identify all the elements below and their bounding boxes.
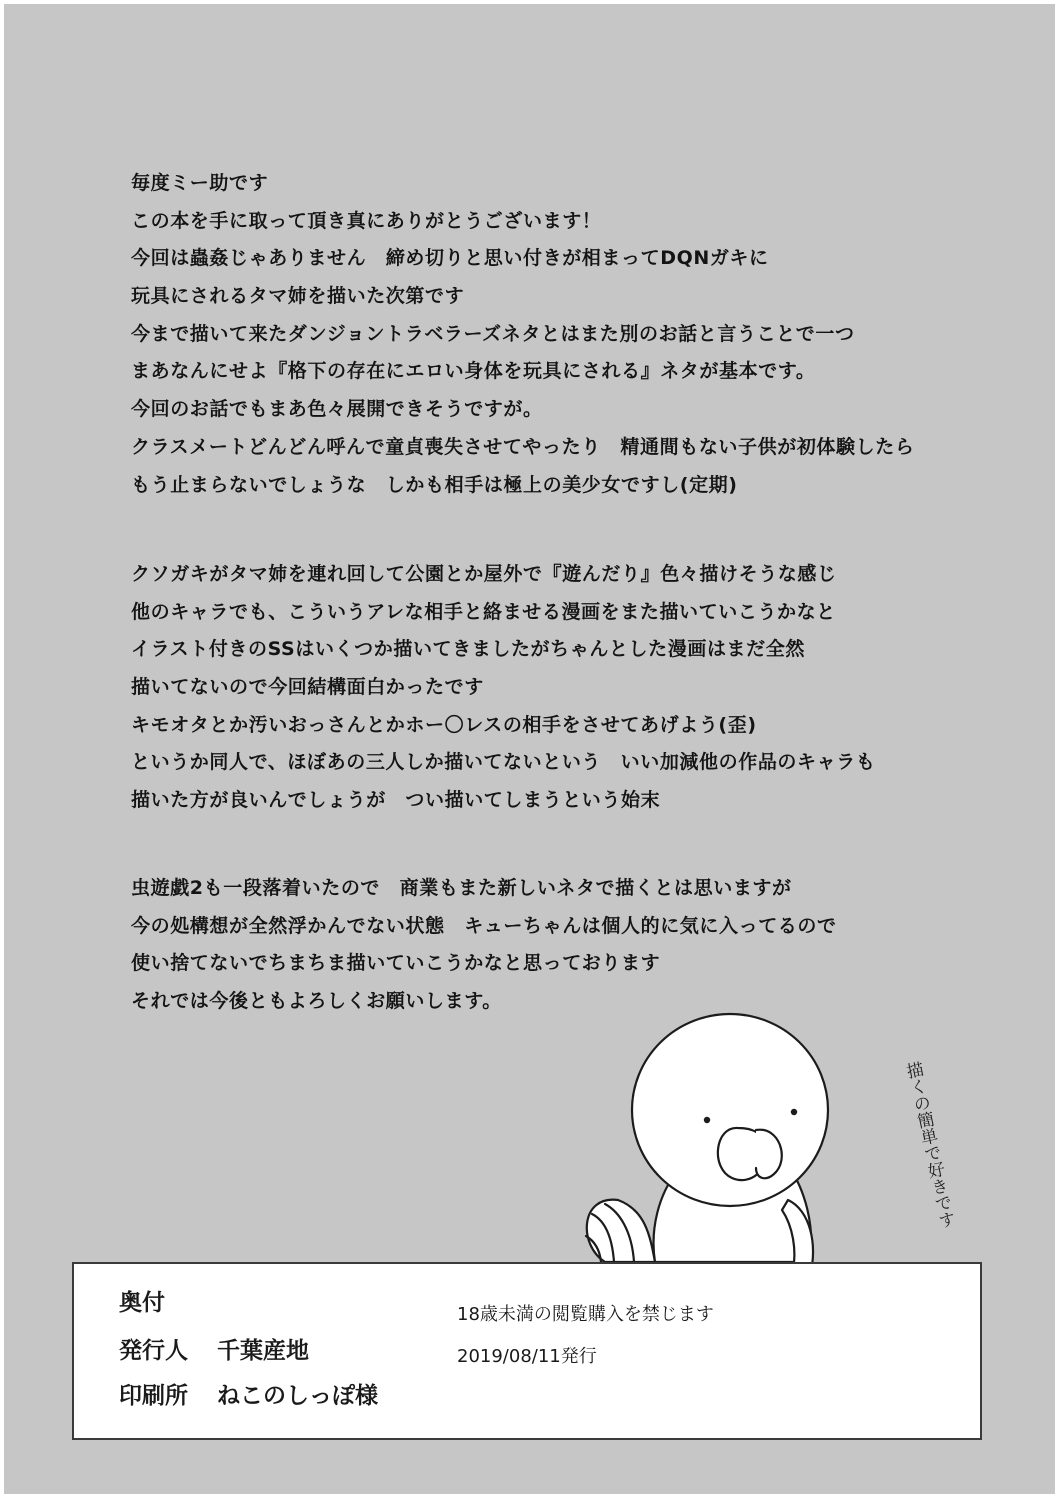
- afterword-line: というか同人で、ほぼあの三人しか描いてないという いい加減他の作品のキャラも: [131, 751, 876, 774]
- colophon-box: [72, 1262, 982, 1440]
- eye-icon: [704, 1117, 710, 1123]
- afterword-paragraph-3: [131, 870, 837, 1021]
- afterword-line: 今まで描いて来たダンジョントラベラーズネタとはまた別のお話と言うことで一つ: [131, 322, 855, 345]
- afterword-line: この本を手に取って頂き真にありがとうございます！: [131, 209, 602, 232]
- printer-label: 印刷所: [119, 1383, 188, 1409]
- colophon-publisher-row: [119, 1332, 309, 1365]
- afterword-line: 虫遊戯2も一段落着いたので 商業もまた新しいネタで描くとは思いますが: [131, 877, 792, 899]
- afterword-line: 今の処構想が全然浮かんでない状態 キューちゃんは個人的に気に入ってるので: [131, 914, 837, 937]
- afterword-paragraph-1: [131, 165, 914, 504]
- colophon-printer-row: [119, 1377, 378, 1410]
- publisher-name: 千葉産地: [217, 1338, 309, 1364]
- afterword-line: まあなんにせよ『格下の存在にエロい身体を玩具にされる』ネタが基本です。: [131, 360, 816, 383]
- colophon-heading: 奥付: [119, 1290, 165, 1316]
- afterword-line: 玩具にされるタマ姉を描いた次第です: [131, 285, 465, 308]
- afterword-line: 他のキャラでも、こういうアレな相手と絡ませる漫画をまた描いていこうかなと: [131, 600, 836, 623]
- afterword-line: イラスト付きのSSはいくつか描いてきましたがちゃんとした漫画はまだ全然: [131, 638, 805, 661]
- afterword-line: 使い捨てないでちまちま描いていこうかなと思っております: [131, 952, 661, 975]
- afterword-line: クソガキがタマ姉を連れ回して公園とか屋外で『遊んだり』色々描けそうな感じ: [131, 563, 837, 585]
- afterword-line: 描いた方が良いんでしょうが つい描いてしまうという始末: [131, 789, 661, 812]
- afterword-line: それでは今後ともよろしくお願いします。: [131, 990, 502, 1013]
- afterword-line: 描いてないので今回結構面白かったです: [131, 676, 484, 699]
- afterword-line: 今回のお話でもまあ色々展開できそうですが。: [131, 398, 543, 421]
- afterword-line: 今回は蟲姦じゃありません 締め切りと思い付きが相まってDQNガキに: [131, 247, 769, 270]
- publisher-label: 発行人: [119, 1338, 188, 1364]
- afterword-line: 毎度ミー助です: [131, 172, 269, 194]
- snout-icon: [718, 1128, 782, 1180]
- tail-icon: [586, 1200, 655, 1262]
- side-note: 描くの簡単で好きです: [901, 1059, 957, 1231]
- age-restriction-notice: 18歳未満の閲覧購入を禁じます: [457, 1304, 714, 1325]
- afterword-paragraph-2: [131, 556, 875, 820]
- afterword-line: クラスメートどんどん呼んで童貞喪失させてやったり 精通間もない子供が初体験したら: [131, 435, 915, 458]
- afterword-line: キモオタとか汚いおっさんとかホー〇レスの相手をさせてあげよう(歪): [131, 713, 757, 736]
- printer-name: ねこのしっぽ様: [217, 1383, 378, 1409]
- eye-icon: [791, 1109, 797, 1115]
- publication-date: 2019/08/11発行: [457, 1346, 597, 1367]
- afterword-line: もう止まらないでしょうな しかも相手は極上の美少女ですし(定期): [131, 473, 738, 496]
- mascot-illustration: [560, 1000, 880, 1290]
